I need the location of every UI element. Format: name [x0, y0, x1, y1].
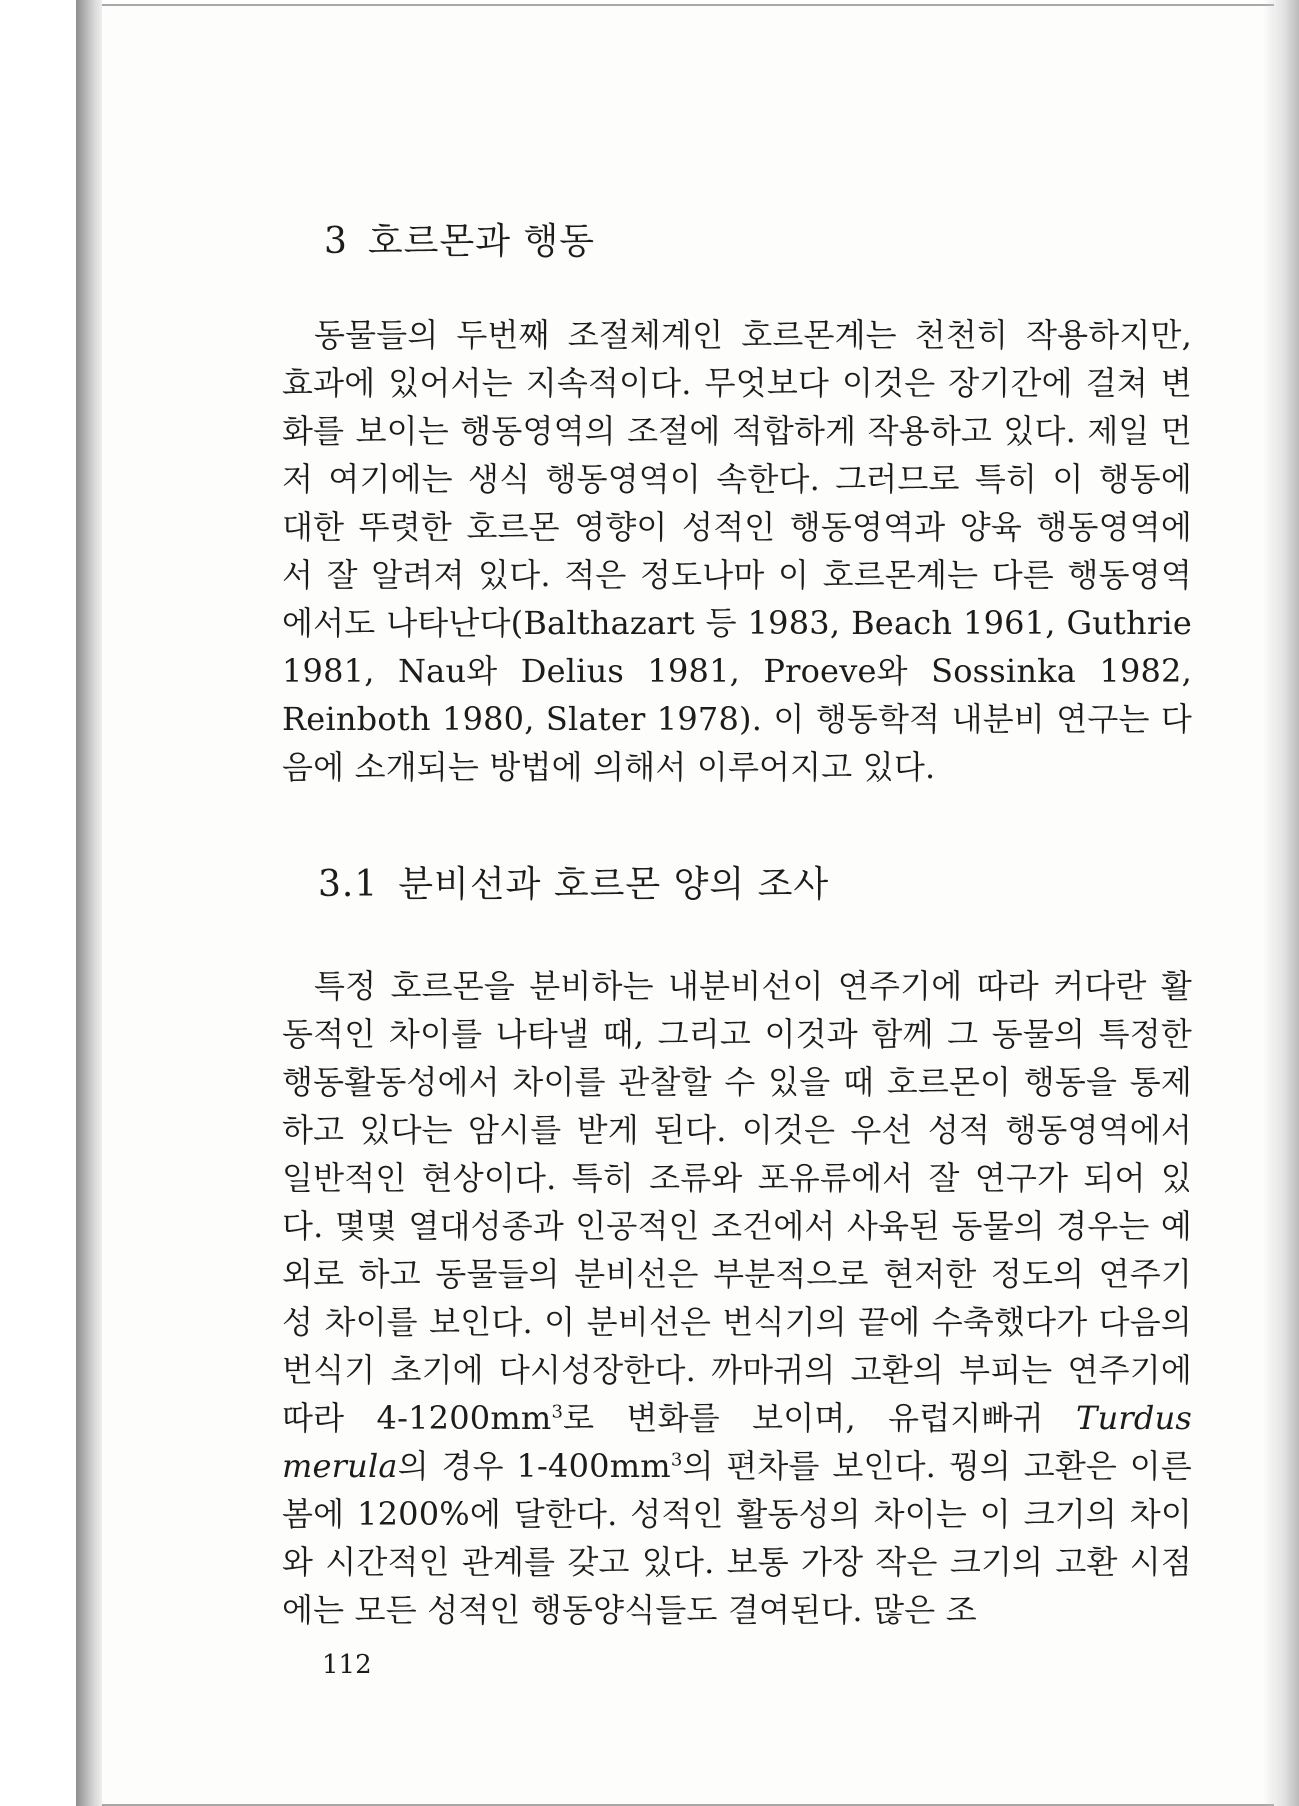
subsection-title: 분비선과 호르몬 양의 조사 — [398, 864, 830, 906]
paragraph-text-1: 특정 호르몬을 분비하는 내분비선이 연주기에 따라 커다란 활동적인 차이를 나타낼 때, 그리고 이것과 함께 그 동물의 특정한 행동활동성에서 차이를 관찰할 수 있을 때 호르몬이 행동을 통제하고 있다는 암시를 받게 된다. 이것은 우선 성적 행동영역에서 일반적인 현상이다. 특히 조류와 포유류에서 잘 연구가 되어 있다. 몇몇 열대성종과 인공적인 조건에서 사육된 동물의 경우는 예외로 하고 동물들의 분비선은 부분적으로 현저한 정도의 연주기성 차이를 보인다. 이 분비선은 번식기의 끝에 수축했다가 다음의 번식기 초기에 다시성장한다. 까마귀의 고환의 부피는 연주기에 따라 4-1200mm — [282, 967, 1192, 1438]
subsection-heading — [318, 863, 1192, 906]
section-heading — [324, 220, 1192, 263]
section-title: 호르몬과 행동 — [367, 221, 596, 262]
paragraph-text-3: 의 경우 1-400mm — [397, 1447, 671, 1486]
section-number: 3 — [324, 221, 348, 262]
species-name: Turdus merula — [282, 1399, 1192, 1486]
binding-shadow — [1263, 0, 1299, 1806]
superscript-cubed-2: 3 — [670, 1449, 683, 1471]
page-stack-edge — [76, 0, 102, 1806]
paragraph-text-2: 로 변화를 보이며, 유럽지빠귀 — [563, 1399, 1077, 1438]
superscript-cubed-1: 3 — [551, 1401, 564, 1423]
paragraph-text-4: 의 편차를 보인다. 꿩의 고환은 이른 봄에 1200%에 달한다. 성적인 활동성의 차이는 이 크기의 차이와 시간적인 관계를 갖고 있다. 보통 가장 작은 크기의 고환 시점에는 모든 성적인 행동양식들도 결여된다. 많은 조 — [282, 1447, 1192, 1630]
page-content — [282, 220, 1192, 1634]
page-number: 112 — [322, 1650, 372, 1680]
subsection-paragraph — [282, 962, 1192, 1634]
section-paragraph: 동물들의 두번째 조절체계인 호르몬계는 천천히 작용하지만, 효과에 있어서는 지속적이다. 무엇보다 이것은 장기간에 걸쳐 변화를 보이는 행동영역의 조절에 적합하게 작용하고 있다. 제일 먼저 여기에는 생식 행동영역이 속한다. 그러므로 특히 이 행동에 대한 뚜렷한 호르몬 영향이 성적인 행동영역과 양육 행동영역에서 잘 알려져 있다. 적은 정도나마 이 호르몬계는 다른 행동영역에서도 나타난다(Balthazart 등 1983, Beach 1961, Guthrie 1981, Nau와 Delius 1981, Proeve와 Sossinka 1982, Reinboth 1980, Slater 1978). 이 행동학적 내분비 연구는 다음에 소개되는 방법에 의해서 이루어지고 있다. — [282, 316, 1192, 787]
subsection-number: 3.1 — [318, 864, 379, 906]
